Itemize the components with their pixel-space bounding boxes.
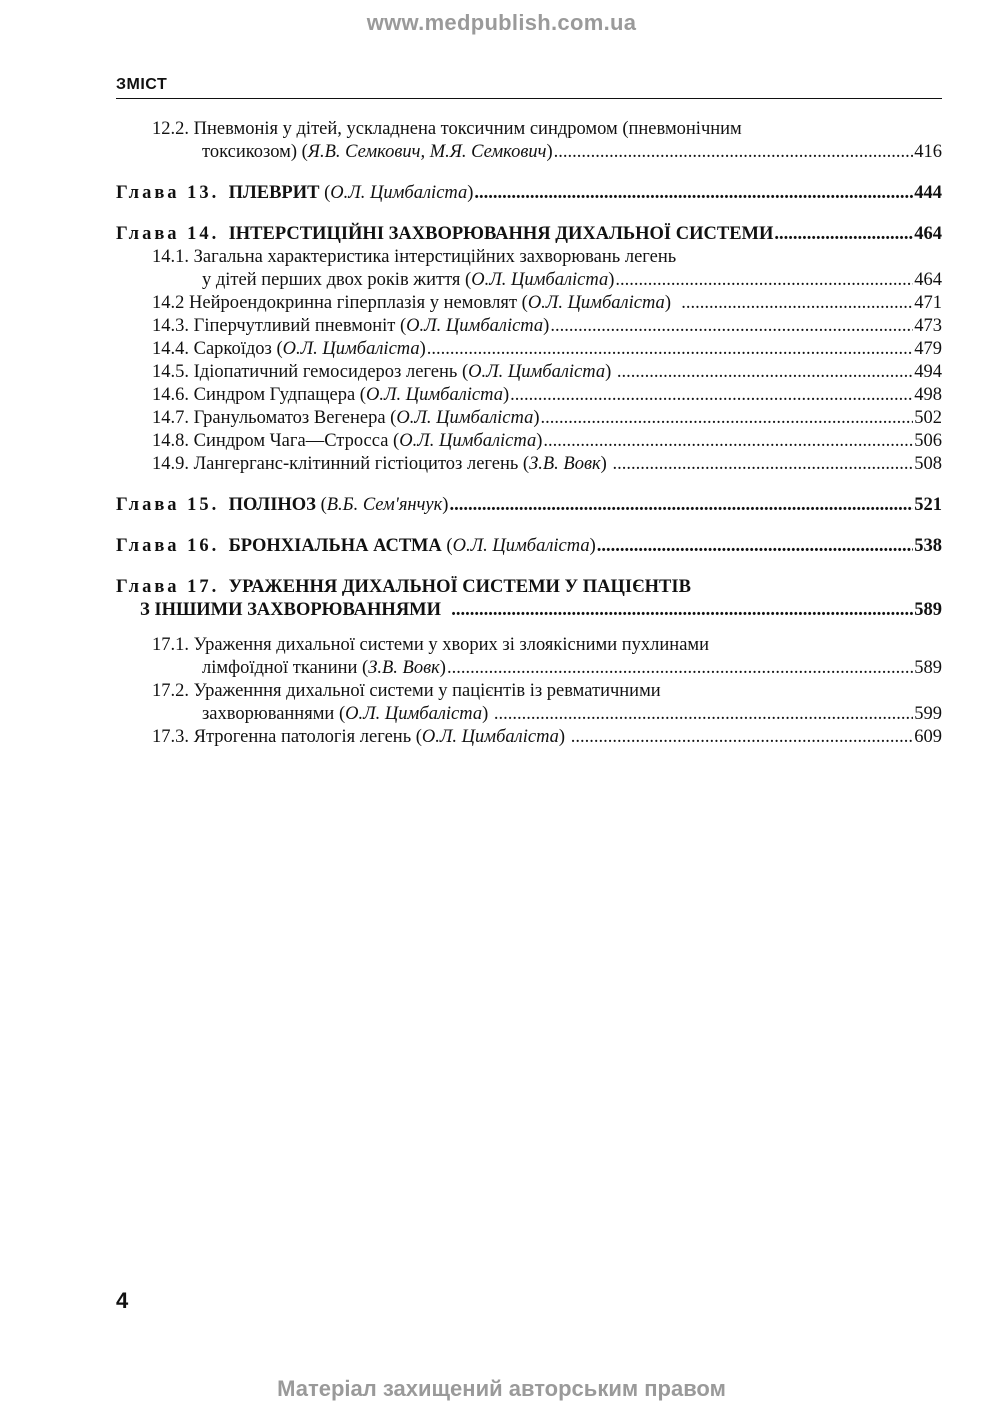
toc-entry-12-2-line1 [116,118,942,141]
entry-title-cont: токсикозом) ( [202,142,308,162]
entry-number: 17.2. [152,681,189,701]
page-ref: 508 [914,454,942,474]
section-header: ЗМІСТ [116,76,168,93]
dot-leader [774,223,913,246]
chapter-title-cont: З ІНШИМИ ЗАХВОРЮВАННЯМИ [140,600,442,620]
toc-entry-17-1-line1 [116,634,942,657]
page-ref: 521 [914,495,942,515]
entry-number: 14.5. [152,362,189,382]
entry-title: Лангерганс-клітинний гістіоцитоз легень ( [193,454,530,474]
toc-entry-17-3 [116,726,942,749]
entry-title: Ідіопатичний гемосидероз легень ( [193,362,469,382]
paren: ) [419,339,426,359]
entry-title: Синдром Гудпащера ( [193,385,366,405]
entry-author: О.Л. Цимбаліста [406,316,544,336]
page-ref: 464 [914,270,942,290]
page-ref: 473 [914,316,942,336]
entry-number: 14.1. [152,247,189,267]
entry-author: З.В. Вовк [368,658,440,678]
dot-leader [615,269,913,292]
paren: ( [319,183,331,203]
paren: ) [608,270,615,290]
chapter-title: ПОЛІНОЗ [228,495,316,515]
entry-author: О.Л. Цимбаліста [396,408,534,428]
toc-entry-14-1-line2 [116,269,942,292]
paren: ) [546,142,553,162]
entry-number: 14.8. [152,431,189,451]
entry-author: З.В. Вовк [529,454,601,474]
toc-chapter-13 [116,182,942,205]
toc-entry-14-3 [116,315,942,338]
entry-number: 14.7. [152,408,189,428]
chapter-label: Глава 13. [116,183,220,203]
chapter-title: ПЛЕВРИТ [228,183,320,203]
entry-title: Синдром Чага—Стросса ( [193,431,400,451]
entry-title-cont: лімфоїдної тканини ( [202,658,369,678]
paren: ) [442,495,449,515]
page-ref: 444 [914,183,942,203]
entry-title: Ятрогенна патологія легень ( [193,727,422,747]
entry-author: О.Л. Цимбаліста [365,385,503,405]
dot-leader [612,453,913,476]
entry-title: Загальна характеристика інтерстиційних захворювань легень [193,247,677,267]
paren: ) [558,727,566,747]
dot-leader [617,361,913,384]
toc-chapter-17-line1 [116,576,942,599]
toc-entry-14-5 [116,361,942,384]
paren: ) [502,385,510,405]
toc-entry-17-2-line2 [116,703,942,726]
chapter-label: Глава 14. [116,224,220,244]
toc-chapter-15 [116,494,942,517]
chapter-label: Глава 15. [116,495,220,515]
entry-author: О.Л. Цимбаліста [345,704,483,724]
toc-chapter-14 [116,223,942,246]
toc-entry-14-6 [116,384,942,407]
dot-leader [449,494,913,517]
entry-title: Ураженння дихальної системи у пацієнтів із ревматичними [193,681,661,701]
dot-leader [571,726,914,749]
entry-number: 17.1. [152,635,189,655]
entry-author: О.Л. Цимбаліста [471,270,609,290]
page-ref: 471 [914,293,942,313]
header-rule [116,98,942,99]
page-ref: 609 [914,727,942,747]
page-ref: 502 [914,408,942,428]
entry-title: Нейроендокринна гіперплазія у немовлят ( [189,293,528,313]
toc-entry-14-1-line1 [116,246,942,269]
dot-leader [447,657,913,680]
dot-leader [474,182,913,205]
paren: ) [467,183,474,203]
chapter-author: В.Б. Сем'янчук [326,495,443,515]
dot-leader [550,315,913,338]
paren: ( [441,536,453,556]
toc-entry-17-2-line1 [116,680,942,703]
entry-title-cont: захворюваннями ( [202,704,346,724]
entry-number: 14.3. [152,316,189,336]
chapter-author: О.Л. Цимбаліста [330,183,468,203]
entry-number: 14.6. [152,385,189,405]
entry-author: О.Л. Цимбаліста [468,362,606,382]
paren: ) [543,316,550,336]
toc-chapter-16 [116,535,942,558]
dot-leader [681,292,913,315]
dot-leader [597,535,913,558]
dot-leader [494,703,913,726]
toc-entry-17-1-line2 [116,657,942,680]
page-ref: 464 [914,224,942,244]
toc-entry-14-7 [116,407,942,430]
paren: ) [533,408,540,428]
entry-number: 14.4. [152,339,189,359]
page-ref: 494 [914,362,942,382]
entry-author: Я.В. Семкович, М.Я. Семкович [307,142,547,162]
entry-number: 12.2. [152,119,189,139]
page-ref: 589 [914,600,942,620]
toc-chapter-17-line2 [116,599,942,622]
page-ref: 479 [914,339,942,359]
entry-author: О.Л. Цимбаліста [527,293,665,313]
page-ref: 538 [914,536,942,556]
entry-title-cont: у дітей перших двох років життя ( [202,270,472,290]
watermark-bottom: Матеріал захищений авторським правом [277,1376,726,1401]
toc-entry-12-2-line2 [116,141,942,164]
chapter-title: БРОНХІАЛЬНА АСТМА [228,536,442,556]
paren: ( [315,495,327,515]
toc-entry-14-2 [116,292,942,315]
entry-title: Пневмонія у дітей, ускладнена токсичним синдромом (пневмонічним [193,119,742,139]
dot-leader [451,599,913,622]
entry-author: О.Л. Цимбаліста [282,339,420,359]
chapter-title: УРАЖЕННЯ ДИХАЛЬНОЇ СИСТЕМИ У ПАЦІЄНТІВ [228,577,691,597]
paren: ) [482,704,489,724]
page-ref: 498 [914,385,942,405]
page-ref: 506 [914,431,942,451]
page-number: 4 [116,1288,129,1313]
watermark-top: www.medpublish.com.ua [366,10,637,35]
entry-title: Ураження дихальної системи у хворих зі злоякісними пухлинами [193,635,710,655]
entry-number: 14.9. [152,454,189,474]
dot-leader [427,338,913,361]
chapter-label: Глава 16. [116,536,220,556]
toc-entry-14-4 [116,338,942,361]
entry-title: Гіперчутливий пневмоніт ( [193,316,407,336]
paren: ) [589,536,596,556]
toc-entry-14-8 [116,430,942,453]
toc-entry-14-9 [116,453,942,476]
entry-number: 14.2 [152,293,185,313]
paren: ) [439,658,446,678]
page-ref: 416 [914,142,942,162]
paren: ) [536,431,543,451]
dot-leader [554,141,914,164]
entry-title: Гранульоматоз Вегенера ( [193,408,397,428]
paren: ) [600,454,607,474]
dot-leader [543,430,913,453]
paren: ) [605,362,612,382]
dot-leader [510,384,913,407]
entry-author: О.Л. Цимбаліста [421,727,559,747]
table-of-contents [116,118,942,749]
page-ref: 599 [914,704,942,724]
page-ref: 589 [914,658,942,678]
chapter-author: О.Л. Цимбаліста [452,536,590,556]
dot-leader [541,407,914,430]
chapter-label: Глава 17. [116,577,220,597]
entry-number: 17.3. [152,727,189,747]
entry-author: О.Л. Цимбаліста [399,431,537,451]
chapter-title: ІНТЕРСТИЦІЙНІ ЗАХВОРЮВАННЯ ДИХАЛЬНОЇ СИСТЕМИ [228,224,774,244]
paren: ) [664,293,671,313]
entry-title: Саркоїдоз ( [193,339,283,359]
